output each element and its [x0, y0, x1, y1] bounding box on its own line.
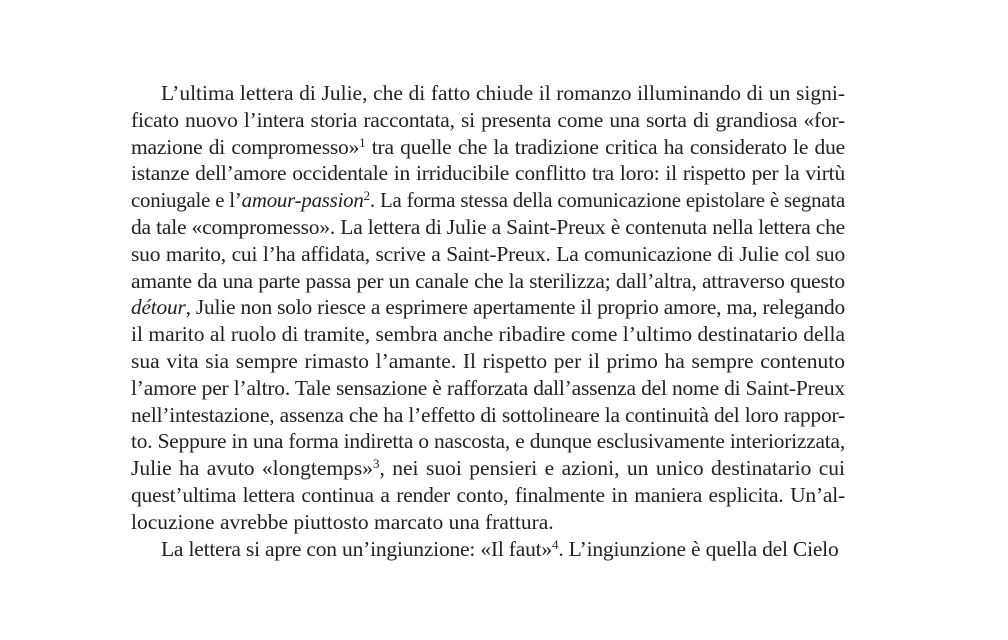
text-run: sua vita sia sempre rimasto l’amante. Il rispetto per il primo ha sempre contenuto	[131, 348, 845, 373]
text-line	[131, 241, 845, 268]
text-line	[131, 402, 845, 429]
footnote-marker: 1	[359, 134, 366, 150]
text-run: istanze dell’amore occidentale in irriducibile conflitto tra loro: il rispetto per la virtù	[131, 161, 845, 186]
text-line	[131, 80, 845, 107]
text-run: da tale «compromesso». La lettera di Julie a Saint-Preux è contenuta nella lettera che	[131, 214, 845, 239]
text-run: amante da una parte passa per un canale che la sterilizza; dall’altra, attraverso questo	[131, 268, 845, 293]
footnote-marker: 4	[552, 536, 559, 552]
text-line	[131, 509, 845, 536]
text-line	[131, 268, 845, 295]
text-run: mazione di compromesso»	[131, 134, 360, 159]
body-text	[131, 80, 845, 562]
text-run: locuzione avrebbe piuttosto marcato una frattura.	[131, 509, 554, 534]
text-line	[131, 187, 845, 214]
text-line	[131, 375, 845, 402]
text-line	[131, 348, 845, 375]
text-run: L’ultima lettera di Julie, che di fatto chiude il romanzo illuminando di un signi-	[161, 81, 845, 105]
text-line	[131, 428, 845, 455]
text-run: l’amore per l’altro. Tale sensazione è rafforzata dall’assenza del nome di Saint-Preux	[131, 375, 845, 400]
footnote-marker: 3	[372, 456, 380, 472]
text-run: nell’intestazione, assenza che ha l’effetto di sottolineare la continuità del loro rappor-	[131, 402, 845, 427]
text-line	[131, 160, 845, 187]
text-line	[131, 294, 845, 321]
footnote-marker: 2	[363, 188, 370, 204]
text-line	[131, 482, 845, 509]
text-run: Julie ha avuto «longtemps»	[131, 456, 373, 481]
italic-text: amour-passion	[241, 188, 364, 213]
text-run: quest’ultima lettera continua a render conto, finalmente in maniera esplicita. Un’al-	[131, 482, 845, 507]
text-line	[131, 536, 845, 563]
text-run: , Julie non solo riesce a esprimere apertamente il proprio amore, ma, relegando	[185, 295, 845, 320]
text-line	[131, 321, 845, 348]
text-line	[131, 134, 845, 161]
text-run: suo marito, cui l’ha affidata, scrive a Saint-Preux. La comunicazione di Julie col suo	[131, 241, 845, 266]
text-line	[131, 107, 845, 134]
text-run: . La forma stessa della comunicazione epistolare è segnata	[369, 188, 845, 213]
text-run: coniugale e l’	[131, 188, 242, 213]
text-run: , nei suoi pensieri e azioni, un unico destinatario cui	[379, 456, 845, 481]
text-line	[131, 455, 845, 482]
text-line	[131, 214, 845, 241]
text-run: . L’ingiunzione è quella del Cielo	[558, 536, 839, 561]
text-run: to. Seppure in una forma indiretta o nascosta, e dunque esclusivamente interiorizzata,	[131, 429, 845, 454]
text-run: ficato nuovo l’intera storia raccontata, si presenta come una sorta di grandiosa «for-	[131, 107, 845, 132]
italic-text: détour	[131, 295, 186, 320]
text-run: il marito al ruolo di tramite, sembra anche ribadire come l’ultimo destinatario della	[131, 322, 845, 347]
text-run: tra quelle che la tradizione critica ha considerato le due	[365, 134, 845, 159]
text-run: La lettera si apre con un’ingiunzione: «Il faut»	[161, 536, 552, 561]
